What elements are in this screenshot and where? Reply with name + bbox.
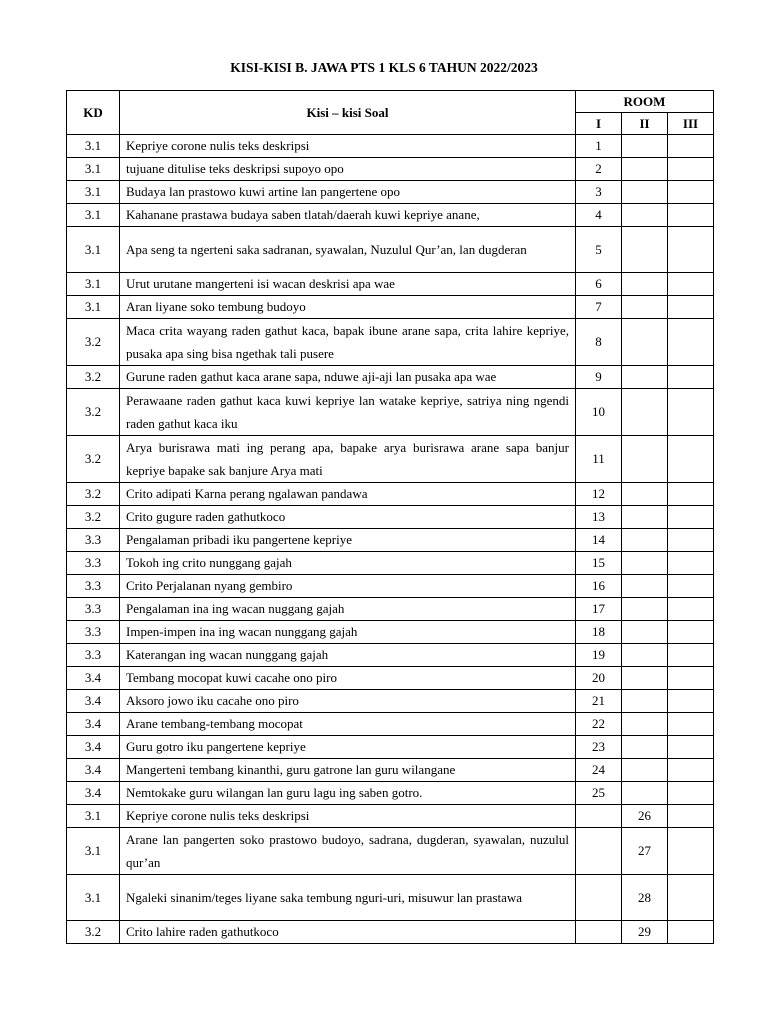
- table-body: [67, 135, 714, 944]
- soal-cell: Tembang mocopat kuwi cacahe ono piro: [120, 667, 576, 690]
- room-ii-cell: [622, 759, 668, 782]
- document-title: KISI-KISI B. JAWA PTS 1 KLS 6 TAHUN 2022/2023: [230, 60, 538, 75]
- room-i-cell: [576, 805, 622, 828]
- soal-cell: Perawaane raden gathut kaca kuwi kepriye lan watake kepriye, satriya ning ngendi raden gathut kaca iku: [120, 389, 576, 436]
- table-row: [67, 713, 714, 736]
- room-iii-cell: [668, 389, 714, 436]
- soal-cell: Aran liyane soko tembung budoyo: [120, 296, 576, 319]
- soal-cell: Nemtokake guru wilangan lan guru lagu ing saben gotro.: [120, 782, 576, 805]
- kd-cell: 3.2: [67, 506, 120, 529]
- room-iii-cell: [668, 828, 714, 875]
- kd-cell: 3.2: [67, 436, 120, 483]
- table-row: [67, 575, 714, 598]
- soal-cell: Pengalaman pribadi iku pangertene kepriye: [120, 529, 576, 552]
- room-iii-cell: [668, 483, 714, 506]
- room-i-cell: 12: [576, 483, 622, 506]
- room-ii-cell: [622, 366, 668, 389]
- room-iii-cell: [668, 782, 714, 805]
- room-i-cell: 15: [576, 552, 622, 575]
- room-i-cell: [576, 828, 622, 875]
- kd-cell: 3.3: [67, 552, 120, 575]
- room-ii-cell: [622, 135, 668, 158]
- kd-cell: 3.1: [67, 204, 120, 227]
- room-iii-cell: [668, 921, 714, 944]
- soal-cell: Mangerteni tembang kinanthi, guru gatrone lan guru wilangane: [120, 759, 576, 782]
- table-row: [67, 366, 714, 389]
- soal-cell: Crito Perjalanan nyang gembiro: [120, 575, 576, 598]
- room-iii-cell: [668, 529, 714, 552]
- room-ii-cell: [622, 181, 668, 204]
- soal-cell: Crito lahire raden gathutkoco: [120, 921, 576, 944]
- room-i-cell: 8: [576, 319, 622, 366]
- room-i-cell: 20: [576, 667, 622, 690]
- table-row: [67, 875, 714, 921]
- room-ii-cell: 27: [622, 828, 668, 875]
- room-ii-cell: [622, 736, 668, 759]
- table-row: [67, 782, 714, 805]
- kd-cell: 3.4: [67, 759, 120, 782]
- kd-cell: 3.4: [67, 713, 120, 736]
- table-row: [67, 483, 714, 506]
- header-room-ii: II: [622, 113, 668, 135]
- soal-cell: Arane lan pangerten soko prastowo budoyo, sadrana, dugderan, syawalan, nuzulul qur’an: [120, 828, 576, 875]
- room-i-cell: 10: [576, 389, 622, 436]
- kd-cell: 3.1: [67, 875, 120, 921]
- room-ii-cell: [622, 644, 668, 667]
- soal-cell: Gurune raden gathut kaca arane sapa, nduwe aji-aji lan pusaka apa wae: [120, 366, 576, 389]
- room-i-cell: 13: [576, 506, 622, 529]
- room-iii-cell: [668, 181, 714, 204]
- kd-cell: 3.3: [67, 621, 120, 644]
- table-row: [67, 389, 714, 436]
- kd-cell: 3.2: [67, 921, 120, 944]
- room-i-cell: 18: [576, 621, 622, 644]
- table-row: [67, 598, 714, 621]
- table-row: [67, 227, 714, 273]
- room-ii-cell: [622, 227, 668, 273]
- soal-cell: Maca crita wayang raden gathut kaca, bapak ibune arane sapa, crita lahire kepriye, pusaka apa sing bisa ngethak tali pusere: [120, 319, 576, 366]
- room-ii-cell: [622, 529, 668, 552]
- room-iii-cell: [668, 158, 714, 181]
- soal-cell: Arane tembang-tembang mocopat: [120, 713, 576, 736]
- room-i-cell: 21: [576, 690, 622, 713]
- table-row: [67, 158, 714, 181]
- table-row: [67, 736, 714, 759]
- kd-cell: 3.4: [67, 736, 120, 759]
- room-iii-cell: [668, 759, 714, 782]
- kd-cell: 3.2: [67, 483, 120, 506]
- kd-cell: 3.3: [67, 529, 120, 552]
- room-ii-cell: [622, 436, 668, 483]
- kd-cell: 3.4: [67, 690, 120, 713]
- room-i-cell: 6: [576, 273, 622, 296]
- kd-cell: 3.1: [67, 828, 120, 875]
- kd-cell: 3.2: [67, 389, 120, 436]
- table-row: [67, 759, 714, 782]
- room-iii-cell: [668, 598, 714, 621]
- room-ii-cell: [622, 296, 668, 319]
- kisi-kisi-table: [66, 90, 714, 944]
- table-row: [67, 506, 714, 529]
- room-ii-cell: [622, 483, 668, 506]
- table-row: [67, 805, 714, 828]
- header-soal: Kisi – kisi Soal: [120, 91, 576, 135]
- room-iii-cell: [668, 319, 714, 366]
- room-ii-cell: [622, 273, 668, 296]
- table-row: [67, 667, 714, 690]
- header-room-i: I: [576, 113, 622, 135]
- room-ii-cell: [622, 204, 668, 227]
- room-ii-cell: [622, 782, 668, 805]
- soal-cell: Kepriye corone nulis teks deskripsi: [120, 135, 576, 158]
- table-row: [67, 644, 714, 667]
- room-i-cell: 11: [576, 436, 622, 483]
- kd-cell: 3.2: [67, 366, 120, 389]
- soal-cell: Budaya lan prastowo kuwi artine lan pangertene opo: [120, 181, 576, 204]
- room-i-cell: 23: [576, 736, 622, 759]
- soal-cell: Ngaleki sinanim/teges liyane saka tembung nguri-uri, misuwur lan prastawa: [120, 875, 576, 921]
- table-row: [67, 319, 714, 366]
- room-iii-cell: [668, 227, 714, 273]
- room-ii-cell: [622, 506, 668, 529]
- table-row: [67, 921, 714, 944]
- room-iii-cell: [668, 366, 714, 389]
- room-iii-cell: [668, 621, 714, 644]
- room-iii-cell: [668, 736, 714, 759]
- room-iii-cell: [668, 667, 714, 690]
- soal-cell: Urut urutane mangerteni isi wacan deskrisi apa wae: [120, 273, 576, 296]
- room-i-cell: 14: [576, 529, 622, 552]
- soal-cell: Guru gotro iku pangertene kepriye: [120, 736, 576, 759]
- kd-cell: 3.1: [67, 805, 120, 828]
- room-i-cell: 17: [576, 598, 622, 621]
- room-ii-cell: [622, 552, 668, 575]
- room-i-cell: 22: [576, 713, 622, 736]
- kd-cell: 3.1: [67, 227, 120, 273]
- room-ii-cell: [622, 690, 668, 713]
- kd-cell: 3.3: [67, 598, 120, 621]
- room-i-cell: 2: [576, 158, 622, 181]
- soal-cell: Crito gugure raden gathutkoco: [120, 506, 576, 529]
- soal-cell: Katerangan ing wacan nunggang gajah: [120, 644, 576, 667]
- kd-cell: 3.3: [67, 575, 120, 598]
- room-ii-cell: [622, 667, 668, 690]
- room-iii-cell: [668, 135, 714, 158]
- soal-cell: Pengalaman ina ing wacan nuggang gajah: [120, 598, 576, 621]
- header-kd: KD: [67, 91, 120, 135]
- room-i-cell: 25: [576, 782, 622, 805]
- soal-cell: Impen-impen ina ing wacan nunggang gajah: [120, 621, 576, 644]
- room-i-cell: 24: [576, 759, 622, 782]
- room-iii-cell: [668, 273, 714, 296]
- table-row: [67, 552, 714, 575]
- table-row: [67, 273, 714, 296]
- room-iii-cell: [668, 875, 714, 921]
- room-i-cell: 7: [576, 296, 622, 319]
- room-ii-cell: [622, 389, 668, 436]
- room-i-cell: 19: [576, 644, 622, 667]
- table-row: [67, 621, 714, 644]
- room-i-cell: 5: [576, 227, 622, 273]
- kd-cell: 3.4: [67, 667, 120, 690]
- soal-cell: Tokoh ing crito nunggang gajah: [120, 552, 576, 575]
- room-iii-cell: [668, 575, 714, 598]
- room-iii-cell: [668, 296, 714, 319]
- room-iii-cell: [668, 713, 714, 736]
- table-row: [67, 204, 714, 227]
- room-i-cell: 4: [576, 204, 622, 227]
- soal-cell: Kahanane prastawa budaya saben tlatah/daerah kuwi kepriye anane,: [120, 204, 576, 227]
- soal-cell: Kepriye corone nulis teks deskripsi: [120, 805, 576, 828]
- table-row: [67, 828, 714, 875]
- soal-cell: tujuane ditulise teks deskripsi supoyo opo: [120, 158, 576, 181]
- table-row: [67, 181, 714, 204]
- room-ii-cell: 26: [622, 805, 668, 828]
- soal-cell: Arya burisrawa mati ing perang apa, bapake arya burisrawa arane sapa banjur kepriye bapake sak banjure Arya mati: [120, 436, 576, 483]
- soal-cell: Aksoro jowo iku cacahe ono piro: [120, 690, 576, 713]
- room-ii-cell: [622, 621, 668, 644]
- room-ii-cell: [622, 319, 668, 366]
- room-iii-cell: [668, 552, 714, 575]
- room-ii-cell: [622, 575, 668, 598]
- soal-cell: Apa seng ta ngerteni saka sadranan, syawalan, Nuzulul Qur’an, lan dugderan: [120, 227, 576, 273]
- header-room: ROOM: [576, 91, 714, 113]
- room-i-cell: 3: [576, 181, 622, 204]
- table-row: [67, 296, 714, 319]
- kd-cell: 3.1: [67, 158, 120, 181]
- room-i-cell: 1: [576, 135, 622, 158]
- room-ii-cell: 29: [622, 921, 668, 944]
- kd-cell: 3.1: [67, 135, 120, 158]
- room-ii-cell: [622, 158, 668, 181]
- room-ii-cell: [622, 713, 668, 736]
- kd-cell: 3.1: [67, 296, 120, 319]
- room-iii-cell: [668, 644, 714, 667]
- kd-cell: 3.3: [67, 644, 120, 667]
- table-row: [67, 135, 714, 158]
- table-row: [67, 690, 714, 713]
- soal-cell: Crito adipati Karna perang ngalawan pandawa: [120, 483, 576, 506]
- room-ii-cell: [622, 598, 668, 621]
- room-ii-cell: 28: [622, 875, 668, 921]
- table-row: [67, 436, 714, 483]
- room-iii-cell: [668, 690, 714, 713]
- table-row: [67, 529, 714, 552]
- room-iii-cell: [668, 506, 714, 529]
- kd-cell: 3.4: [67, 782, 120, 805]
- header-room-iii: III: [668, 113, 714, 135]
- room-i-cell: [576, 875, 622, 921]
- room-i-cell: 9: [576, 366, 622, 389]
- room-iii-cell: [668, 805, 714, 828]
- room-iii-cell: [668, 436, 714, 483]
- room-iii-cell: [668, 204, 714, 227]
- kd-cell: 3.2: [67, 319, 120, 366]
- room-i-cell: 16: [576, 575, 622, 598]
- room-i-cell: [576, 921, 622, 944]
- kd-cell: 3.1: [67, 181, 120, 204]
- kd-cell: 3.1: [67, 273, 120, 296]
